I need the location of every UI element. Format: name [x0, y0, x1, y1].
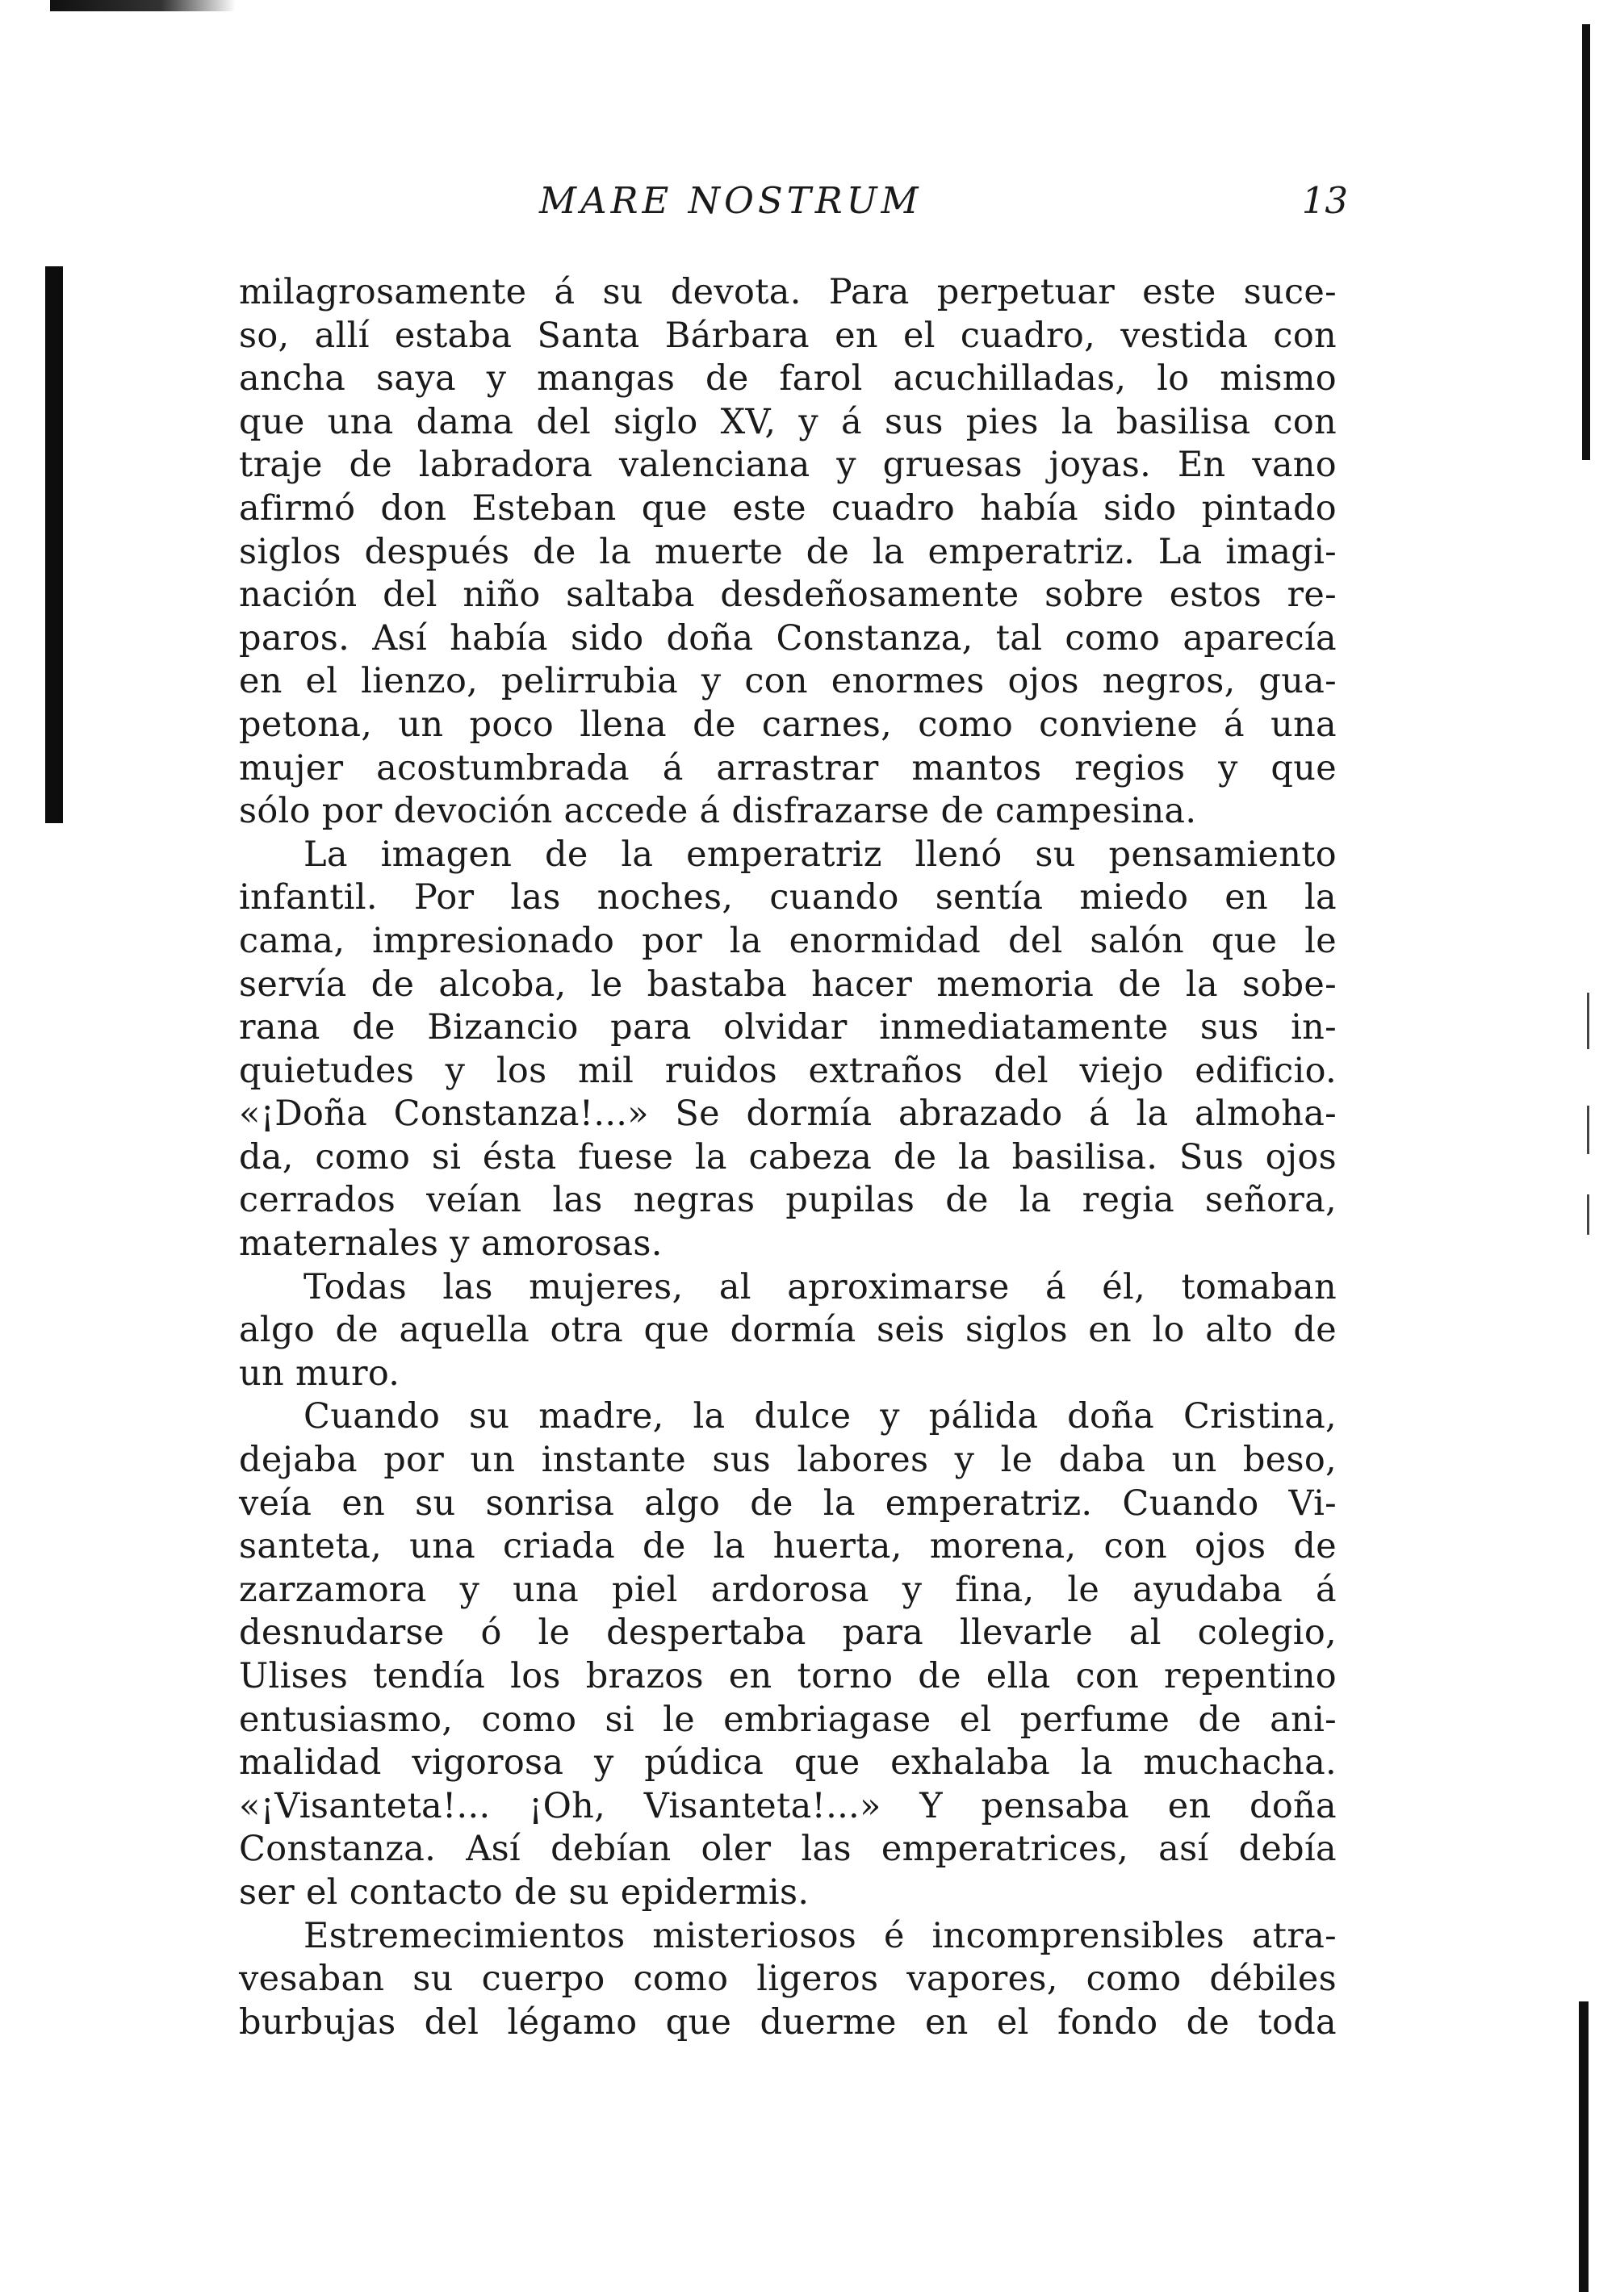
text-line: so, allí estaba Santa Bárbara en el cuadro, vestida con	[239, 315, 1337, 356]
text-line: zarzamora y una piel ardorosa y fina, le ayudaba á	[239, 1569, 1337, 1610]
text-line: Cuando su madre, la dulce y pálida doña Cristina,	[303, 1396, 1337, 1437]
text-line: siglos después de la muerte de la emperatriz. La imagi-	[239, 531, 1337, 572]
text-line: malidad vigorosa y púdica que exhalaba la muchacha.	[239, 1742, 1337, 1784]
text-line: vesaban su cuerpo como ligeros vapores, como débiles	[239, 1959, 1337, 2000]
running-title: MARE NOSTRUM	[539, 179, 923, 222]
text-line: «¡Doña Constanza!...» Se dormía abrazado á la almoha-	[239, 1094, 1337, 1135]
text-line: algo de aquella otra que dormía seis siglos en lo alto de	[239, 1310, 1337, 1351]
scan-edge-shadow-bottom	[1579, 2001, 1589, 2292]
text-line: servía de alcoba, le bastaba hacer memoria de la sobe-	[239, 964, 1337, 1005]
text-line: maternales y amorosas.	[239, 1223, 663, 1265]
text-line: paros. Así había sido doña Constanza, tal como aparecía	[239, 617, 1337, 659]
scan-binding-shadow	[45, 266, 63, 823]
text-line: Todas las mujeres, al aproximarse á él, tomaban	[303, 1266, 1337, 1307]
scan-edge-tick	[1587, 1106, 1589, 1154]
text-line: milagrosamente á su devota. Para perpetuar este suce-	[239, 272, 1337, 312]
text-line: Constanza. Así debían oler las emperatrices, así debía	[239, 1829, 1337, 1870]
page-number: 13	[1301, 179, 1348, 222]
text-line: cerrados veían las negras pupilas de la regia señora,	[239, 1180, 1337, 1221]
text-line: infantil. Por las noches, cuando sentía miedo en la	[239, 877, 1337, 918]
text-line: afirmó don Esteban que este cuadro había sido pintado	[239, 487, 1337, 529]
text-line: petona, un poco llena de carnes, como conviene á una	[239, 704, 1337, 745]
text-line: en el lienzo, pelirrubia y con enormes ojos negros, gua-	[239, 661, 1337, 702]
text-line: veía en su sonrisa algo de la emperatriz. Cuando Vi-	[239, 1483, 1337, 1524]
text-line: ser el contacto de su epidermis.	[239, 1872, 810, 1913]
text-line: da, como si ésta fuese la cabeza de la basilisa. Sus ojos	[239, 1136, 1337, 1177]
text-line: que una dama del siglo XV, y á sus pies la basilisa con	[239, 401, 1337, 442]
text-line: quietudes y los mil ruidos extraños del viejo edificio.	[239, 1050, 1337, 1091]
text-line: santeta, una criada de la huerta, morena, con ojos de	[239, 1526, 1337, 1567]
scan-edge-shadow-top	[1582, 24, 1590, 460]
text-line: un muro.	[239, 1353, 400, 1394]
scan-edge-mark	[50, 0, 236, 11]
scan-edge-tick	[1587, 1194, 1589, 1235]
scan-edge-tick	[1587, 993, 1589, 1049]
text-line: rana de Bizancio para olvidar inmediatamente sus in-	[239, 1007, 1337, 1048]
text-line: dejaba por un instante sus labores y le daba un beso,	[239, 1440, 1337, 1481]
text-line: mujer acostumbrada á arrastrar mantos regios y que	[239, 747, 1337, 788]
text-line: entusiasmo, como si le embriagase el perfume de ani-	[239, 1699, 1337, 1740]
text-line: burbujas del légamo que duerme en el fondo de toda	[239, 2001, 1337, 2043]
text-line: cama, impresionado por la enormidad del salón que le	[239, 920, 1337, 961]
text-line: «¡Visanteta!... ¡Oh, Visanteta!...» Y pensaba en doña	[239, 1785, 1337, 1826]
text-line: desnudarse ó le despertaba para llevarle al colegio,	[239, 1612, 1337, 1654]
text-line: sólo por devoción accede á disfrazarse de campesina.	[239, 791, 1197, 832]
text-line: Ulises tendía los brazos en torno de ella con repentino	[239, 1656, 1337, 1696]
text-line: La imagen de la emperatriz llenó su pensamiento	[303, 834, 1337, 875]
page-header	[242, 179, 1348, 236]
text-line: nación del niño saltaba desdeñosamente sobre estos re-	[239, 575, 1337, 616]
text-line: traje de labradora valenciana y gruesas joyas. En vano	[239, 445, 1337, 486]
text-line: Estremecimientos misteriosos é incomprensibles atra-	[303, 1915, 1337, 1956]
body-text	[239, 271, 1337, 2044]
text-line: ancha saya y mangas de farol acuchilladas, lo mismo	[239, 358, 1337, 399]
